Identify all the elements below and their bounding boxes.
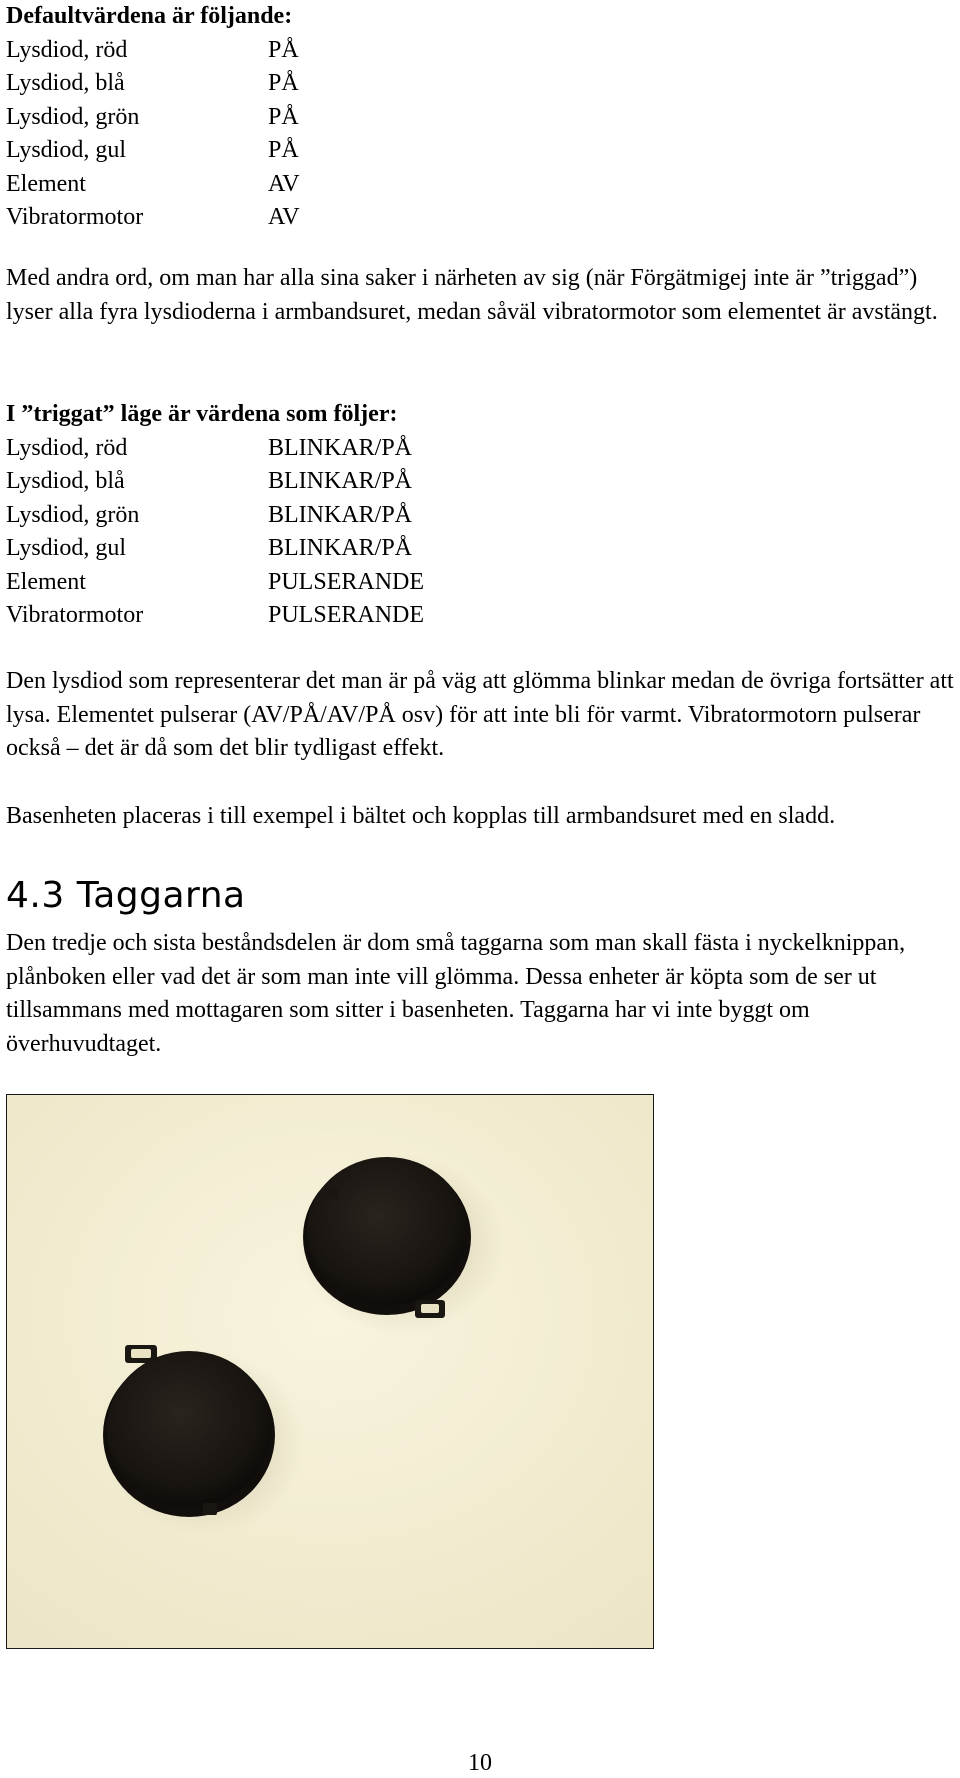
defaults-row-value: PÅ (268, 137, 299, 163)
triggered-row (6, 566, 954, 600)
paragraph-text: Den lysdiod som representerar det man är på väg att glömma blinkar medan de övriga fortsätter att lysa. Elementet pulserar (AV/PÅ/AV/PÅ osv) för att inte bli för varmt. Vibratormotorn pulserar också – det är då som det blir tydligast effekt. (6, 668, 954, 761)
triggered-row-value: BLINKAR/PÅ (268, 468, 413, 494)
triggered-row-label: Lysdiod, grön (6, 501, 140, 528)
triggered-row-value: BLINKAR/PÅ (268, 434, 413, 461)
tags-photo-illustration (7, 1095, 653, 1648)
paragraph-triggered-explanation (6, 665, 954, 766)
paragraph-text: Den tredje och sista beståndsdelen är dom små taggarna som man skall fästa i nyckelknippan, plånboken eller vad det är som man inte vill glömma. Dessa enheter är köpta som de ser ut tillsammans med mottagaren som sitter i basenheten. Taggarna har vi inte byggt om överhuvudtaget. (6, 930, 906, 1057)
triggered-row-label: Lysdiod, röd (6, 434, 128, 461)
defaults-row-label: Lysdiod, gul (6, 137, 127, 163)
defaults-row-label: Element (6, 170, 86, 197)
triggered-row (6, 432, 954, 466)
triggered-heading: I ”triggat” läge är värdena som följer: (6, 401, 398, 427)
triggered-row (6, 599, 954, 633)
page-number: 10 (468, 1750, 492, 1776)
defaults-row-label: Lysdiod, grön (6, 103, 140, 130)
triggered-row-value: BLINKAR/PÅ (268, 501, 413, 528)
defaults-row (6, 101, 954, 135)
defaults-row-value: AV (268, 204, 300, 230)
triggered-row (6, 532, 954, 566)
paragraph-normal-mode (6, 262, 954, 329)
section-heading: 4.3 Taggarna (6, 875, 246, 916)
paragraph-base-unit (6, 800, 954, 834)
paragraph-text: Basenheten placeras i till exempel i bältet och kopplas till armbandsuret med en sladd. (6, 803, 836, 829)
defaults-row-value: PÅ (268, 70, 299, 96)
paragraph-text: Med andra ord, om man har alla sina saker i närheten av sig (när Förgätmigej inte är ”triggad”) lyser alla fyra lysdioderna i armbandsuret, medan såväl vibratormotor som elementet är avstängt. (6, 265, 938, 325)
tag-upper (297, 1155, 505, 1335)
defaults-row-value: AV (268, 170, 300, 197)
defaults-row-label: Vibratormotor (6, 204, 144, 230)
defaults-section (6, 0, 954, 235)
triggered-row-value: BLINKAR/PÅ (268, 535, 413, 561)
defaults-row (6, 201, 954, 235)
triggered-row-label: Element (6, 568, 86, 595)
defaults-row (6, 168, 954, 202)
triggered-row-label: Lysdiod, gul (6, 535, 127, 561)
triggered-row-value: PULSERANDE (268, 602, 425, 628)
paragraph-tags (6, 927, 954, 1061)
defaults-row (6, 34, 954, 68)
defaults-heading: Defaultvärdena är följande: (6, 3, 293, 29)
defaults-row-label: Lysdiod, röd (6, 36, 128, 63)
triggered-row-label: Vibratormotor (6, 602, 144, 628)
defaults-row (6, 67, 954, 101)
defaults-row-label: Lysdiod, blå (6, 70, 125, 96)
defaults-row (6, 134, 954, 168)
tags-photo (6, 1094, 654, 1649)
triggered-row-value: PULSERANDE (268, 568, 425, 595)
defaults-row-value: PÅ (268, 36, 299, 63)
triggered-row (6, 465, 954, 499)
triggered-row (6, 499, 954, 533)
triggered-section (6, 398, 954, 633)
triggered-row-label: Lysdiod, blå (6, 468, 125, 494)
defaults-row-value: PÅ (268, 103, 299, 130)
